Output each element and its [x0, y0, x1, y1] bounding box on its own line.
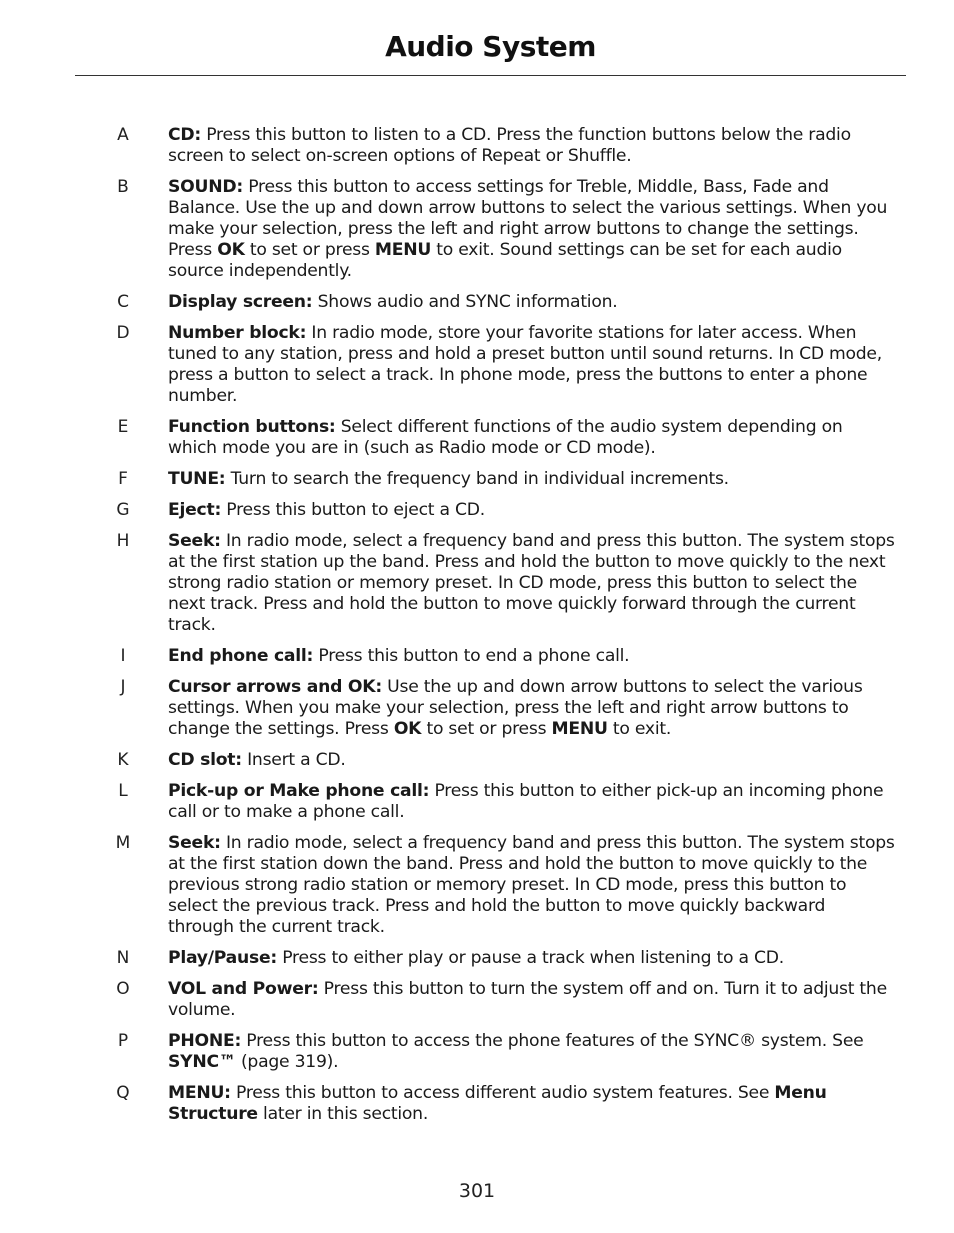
item-text: Press this button to access settings for Treble, Middle, Bass, Fade and Balance. Use the up and down arrow buttons to select the various settings. When you make your selection, press the left and right arrow buttons to change the settings. Press: [168, 177, 888, 260]
item-description: [168, 469, 895, 490]
item-term: Eject:: [168, 500, 222, 520]
item-term: CD:: [168, 125, 202, 145]
item-keyword: SYNC™: [168, 1052, 236, 1072]
legend-item-p: [0, 1031, 954, 1073]
item-keyword: OK: [393, 719, 422, 739]
item-description: [168, 750, 895, 771]
item-text: Press this button to access different audio system features. See: [230, 1083, 775, 1103]
item-term: End phone call:: [168, 646, 314, 666]
item-text: Turn to search the frequency band in individual increments.: [225, 469, 729, 489]
legend-item-c: [0, 292, 954, 313]
item-description: [168, 979, 895, 1021]
legend-item-a: [0, 125, 954, 167]
item-term: Seek:: [168, 833, 221, 853]
legend-item-q: [0, 1083, 954, 1125]
item-letter: G: [116, 500, 130, 520]
legend-item-g: [0, 500, 954, 521]
item-keyword: MENU: [551, 719, 608, 739]
legend-item-o: [0, 979, 954, 1021]
item-term: Number block:: [168, 323, 307, 343]
item-letter: O: [116, 979, 130, 999]
page-title: Audio System: [385, 30, 596, 63]
item-text: later in this section.: [257, 1104, 429, 1124]
legend-item-h: [0, 531, 954, 636]
item-term: CD slot:: [168, 750, 242, 770]
item-description: [168, 1031, 895, 1073]
item-letter: K: [117, 750, 129, 770]
item-term: TUNE:: [168, 469, 226, 489]
legend-item-m: [0, 833, 954, 938]
item-text: Press this button to eject a CD.: [221, 500, 485, 520]
item-description: [168, 781, 895, 823]
legend-item-n: [0, 948, 954, 969]
item-term: SOUND:: [168, 177, 243, 197]
item-text: Insert a CD.: [241, 750, 346, 770]
item-term: MENU:: [168, 1083, 231, 1103]
legend-item-k: [0, 750, 954, 771]
item-text: to exit. Sound settings can be set for each audio source independently.: [168, 240, 842, 281]
item-description: [168, 323, 895, 407]
item-term: Seek:: [168, 531, 221, 551]
item-keyword: MENU: [374, 240, 432, 260]
item-text: Press this button to access the phone features of the SYNC® system. See: [241, 1031, 864, 1051]
item-letter: C: [117, 292, 129, 312]
item-text: Press this button to either pick-up an incoming phone call or to make a phone call.: [168, 781, 884, 822]
item-letter: D: [116, 323, 130, 343]
page-header: [75, 0, 906, 76]
legend-item-l: [0, 781, 954, 823]
item-description: [168, 177, 895, 282]
item-letter: I: [120, 646, 126, 666]
item-description: [168, 646, 895, 667]
item-letter: B: [117, 177, 129, 197]
item-term: Display screen:: [168, 292, 313, 312]
item-letter: L: [118, 781, 128, 801]
item-text: In radio mode, store your favorite stations for later access. When tuned to any station, press and hold a preset button until sound returns. In CD mode, press a button to select a track. In phone mode, press the buttons to enter a phone number.: [168, 323, 882, 406]
item-description: [168, 417, 895, 459]
item-keyword: Menu Structure: [168, 1083, 827, 1124]
legend-item-d: [0, 323, 954, 407]
item-letter: P: [117, 1031, 129, 1051]
item-text: Press to either play or pause a track when listening to a CD.: [277, 948, 784, 968]
item-description: [168, 125, 895, 167]
item-description: [168, 1083, 895, 1125]
page-number: 301: [458, 1180, 496, 1202]
item-term: PHONE:: [168, 1031, 242, 1051]
legend-item-b: [0, 177, 954, 282]
item-letter: N: [116, 948, 130, 968]
item-letter: J: [120, 677, 126, 697]
item-description: [168, 948, 895, 969]
legend-item-f: [0, 469, 954, 490]
item-text: Select different functions of the audio system depending on which mode you are in (such as Radio mode or CD mode).: [168, 417, 843, 458]
legend-item-e: [0, 417, 954, 459]
item-text: Use the up and down arrow buttons to select the various settings. When you make your selection, press the left and right arrow buttons to change the settings. Press: [168, 677, 863, 739]
item-text: Press this button to listen to a CD. Press the function buttons below the radio screen to select on-screen options of Repeat or Shuffle.: [168, 125, 851, 166]
item-letter: M: [115, 833, 131, 853]
item-letter: Q: [116, 1083, 130, 1103]
item-text: Press this button to turn the system off and on. Turn it to adjust the volume.: [168, 979, 887, 1020]
item-text: In radio mode, select a frequency band and press this button. The system stops at the first station up the band. Press and hold the button to move quickly to the next strong radio station or memory preset. In CD mode, press this button to select the next track. Press and hold the button to move quickly forward through the current track.: [168, 531, 895, 635]
legend-list: [0, 125, 954, 1135]
item-description: [168, 531, 895, 636]
item-term: Cursor arrows and OK:: [168, 677, 382, 697]
item-description: [168, 500, 895, 521]
legend-item-i: [0, 646, 954, 667]
item-text: to set or press: [421, 719, 552, 739]
item-text: In radio mode, select a frequency band and press this button. The system stops at the first station down the band. Press and hold the button to move quickly to the previous strong radio station or memory preset. In CD mode, press this button to select the previous track. Press and hold the button to move quickly backward through the current track.: [168, 833, 895, 937]
item-letter: E: [117, 417, 129, 437]
item-text: Press this button to end a phone call.: [313, 646, 630, 666]
legend-item-j: [0, 677, 954, 740]
item-term: Play/Pause:: [168, 948, 278, 968]
item-description: [168, 833, 895, 938]
item-term: Pick-up or Make phone call:: [168, 781, 430, 801]
item-description: [168, 292, 895, 313]
item-letter: A: [117, 125, 129, 145]
item-text: Shows audio and SYNC information.: [312, 292, 618, 312]
item-letter: F: [118, 469, 128, 489]
item-description: [168, 677, 895, 740]
item-letter: H: [116, 531, 130, 551]
item-text: to set or press: [244, 240, 375, 260]
item-term: Function buttons:: [168, 417, 336, 437]
item-text: to exit.: [607, 719, 672, 739]
item-text: (page 319).: [235, 1052, 339, 1072]
item-term: VOL and Power:: [168, 979, 319, 999]
item-keyword: OK: [217, 240, 245, 260]
